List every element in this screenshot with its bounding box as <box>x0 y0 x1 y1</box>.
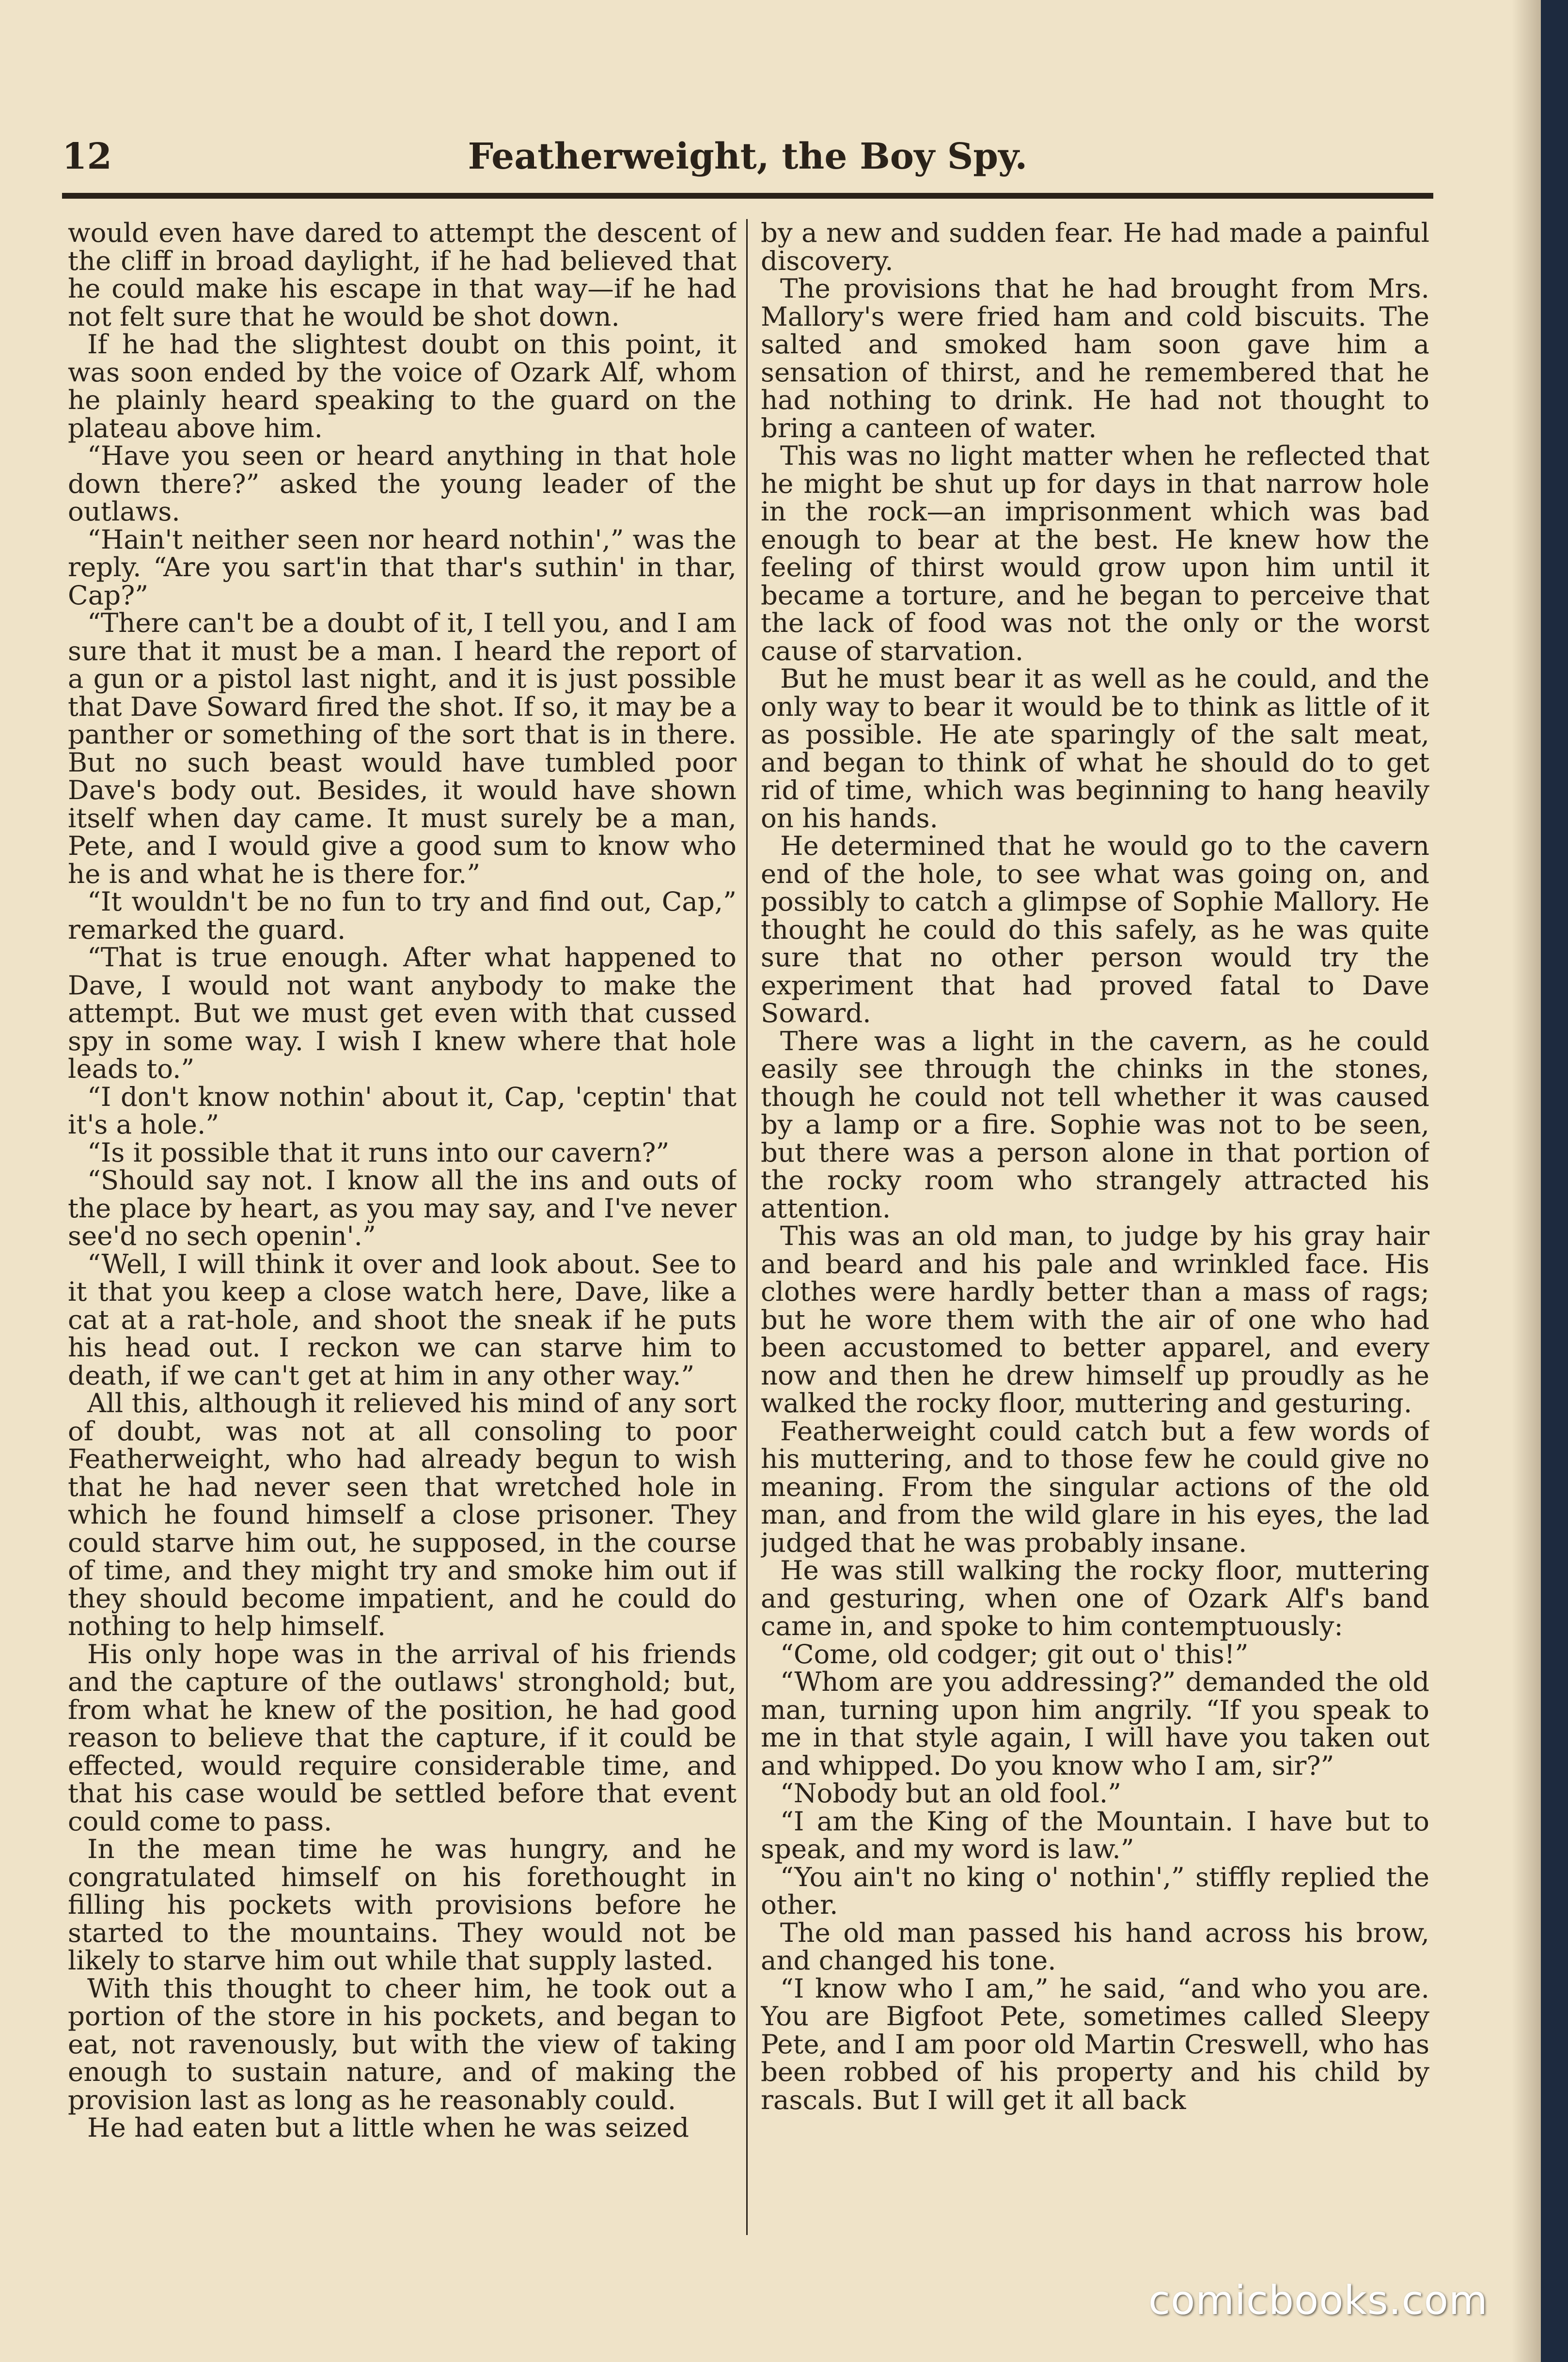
paragraph: “You ain't no king o' nothin',” stiffly replied the other. <box>761 1861 1429 1920</box>
paragraph: The provisions that he had brought from Mrs. Mallory's were fried ham and cold biscuits. The salted and smoked ham soon gave him a sensation of thirst, and he remembered that he had nothing to drink. He had not thought to bring a canteen of water. <box>761 273 1429 443</box>
paragraph: “Come, old codger; git out o' this!” <box>780 1638 1249 1669</box>
page-edge-shadow <box>1512 0 1541 2362</box>
paragraph: His only hope was in the arrival of his friends and the capture of the outlaws' stronghold; but, from what he knew of the position, he had good reason to believe that the capture, if it could be effected, would require considerable time, and that his case would be settled before that event could come to pass. <box>68 1638 737 1837</box>
paragraph: Featherweight could catch but a few words of his muttering, and to those few he could give no meaning. From the singular actions of the old man, and from the wild glare in his eyes, the lad judged that he was probably insane. <box>761 1415 1429 1558</box>
page-header <box>62 130 1433 183</box>
paragraph: “That is true enough. After what happened to Dave, I would not want anybody to make the attempt. But we must get even with that cussed spy in some way. I wish I knew where that hole leads to.” <box>68 942 737 1084</box>
paragraph: “There can't be a doubt of it, I tell you, and I am sure that it must be a man. I heard the report of a gun or a pistol last night, and it is just possible that Dave Soward fired the shot. If so, it may be a panther or something of the sort that is in there. But no such beast would have tumbled poor Dave's body out. Besides, it would have shown itself when day came. It must surely be a man, Pete, and I would give a good sum to know who he is and what he is there for.” <box>68 607 737 889</box>
paragraph: “Have you seen or heard anything in that hole down there?” asked the young leader of the outlaws. <box>68 440 737 527</box>
paragraph: “Is it possible that it runs into our cavern?” <box>87 1136 670 1168</box>
paragraph: With this thought to cheer him, he took out a portion of the store in his pockets, and began to eat, not ravenously, but with the view of taking enough to sustain nature, and of making the provision last as long as he reasonably could. <box>68 1972 737 2115</box>
paragraph: All this, although it relieved his mind of any sort of doubt, was not at all consoling to poor Featherweight, who had already begun to wish that he had never seen that wretched hole in which he found himself a close prisoner. They could starve him out, he supposed, in the course of time, and they might try and smoke him out if they should become impatient, and he could do nothing to help himself. <box>68 1387 737 1641</box>
paragraph: “Well, I will think it over and look about. See to it that you keep a close watch here, Dave, like a cat at a rat-hole, and shoot the sneak if he puts his head out. I reckon we can starve him to death, if we can't get at him in any other way.” <box>68 1248 737 1391</box>
paragraph: But he must bear it as well as he could, and the only way to bear it would be to think as little of it as possible. He ate sparingly of the salt meat, and began to think of what he should do to get rid of time, which was beginning to hang heavily on his hands. <box>761 663 1429 834</box>
left-column <box>68 219 737 2235</box>
paragraph: “Hain't neither seen nor heard nothin',” was the reply. “Are you sart'in that thar's suthin' in thar, Cap?” <box>68 523 737 611</box>
paragraph: “I am the King of the Mountain. I have but to speak, and my word is law.” <box>761 1805 1429 1864</box>
paragraph: by a new and sudden fear. He had made a painful discovery. <box>761 219 1429 276</box>
paragraph: The old man passed his hand across his brow, and changed his tone. <box>761 1917 1429 1976</box>
paragraph: would even have dared to attempt the descent of the cliff in broad daylight, if he had believed that he could make his escape in that way—if he had not felt sure that he would be shot down. <box>68 219 737 332</box>
right-column <box>761 219 1429 2235</box>
paragraph: “Should say not. I know all the ins and outs of the place by heart, as you may say, and I've never see'd no sech openin'.” <box>68 1165 737 1251</box>
paragraph: He determined that he would go to the cavern end of the hole, to see what was going on, and possibly to catch a glimpse of Sophie Mallory. He thought he could do this safely, as he was quite sure that no other person would try the experiment that had proved fatal to Dave Soward. <box>761 830 1429 1028</box>
page-number: 12 <box>62 136 112 177</box>
paragraph: In the mean time he was hungry, and he congratulated himself on his forethought in filling his pockets with provisions before he started to the mountains. They would not be likely to starve him out while that supply lasted. <box>68 1833 737 1976</box>
header-rule <box>62 193 1433 199</box>
paragraph: This was no light matter when he reflected that he might be shut up for days in that narrow hole in the rock—an imprisonment which was bad enough to bear at the best. He knew how the feeling of thirst would grow upon him until it became a torture, and he began to perceive that the lack of food was not the only or the worst cause of starvation. <box>761 440 1429 666</box>
paragraph: “It wouldn't be no fun to try and find out, Cap,” remarked the guard. <box>68 886 737 945</box>
paragraph: He was still walking the rocky floor, muttering and gesturing, when one of Ozark Alf's band came in, and spoke to him contemptuously: <box>761 1555 1429 1641</box>
column-divider <box>746 219 748 2235</box>
running-title: Featherweight, the Boy Spy. <box>468 136 1028 177</box>
watermark: comicbooks.com <box>1148 2278 1488 2324</box>
paragraph: There was a light in the cavern, as he could easily see through the chinks in the stones, though he could not tell whether it was caused by a lamp or a fire. Sophie was not to be seen, but there was a person alone in that portion of the rocky room who strangely attracted his attention. <box>761 1025 1429 1224</box>
paragraph: “I know who I am,” he said, “and who you are. You are Bigfoot Pete, sometimes called Sleepy Pete, and I am poor old Martin Creswell, who has been robbed of his property and his child by rascals. But I will get it all back <box>761 1972 1429 2115</box>
paragraph: He had eaten but a little when he was seized <box>87 2112 689 2143</box>
paragraph: This was an old man, to judge by his gray hair and beard and his pale and wrinkled face. His clothes were hardly better than a mass of rags; but he wore them with the air of one who had been accustomed to better apparel, and every now and then he drew himself up proudly as he walked the rocky floor, muttering and gesturing. <box>761 1220 1429 1418</box>
paragraph: “Whom are you addressing?” demanded the old man, turning upon him angrily. “If you speak to me in that style again, I will have you taken out and whipped. Do you know who I am, sir?” <box>761 1666 1429 1781</box>
paragraph: If he had the slightest doubt on this point, it was soon ended by the voice of Ozark Alf, whom he plainly heard speaking to the guard on the plateau above him. <box>68 329 737 443</box>
paragraph: “Nobody but an old fool.” <box>780 1778 1122 1809</box>
paragraph: “I don't know nothin' about it, Cap, 'ceptin' that it's a hole.” <box>68 1081 737 1140</box>
